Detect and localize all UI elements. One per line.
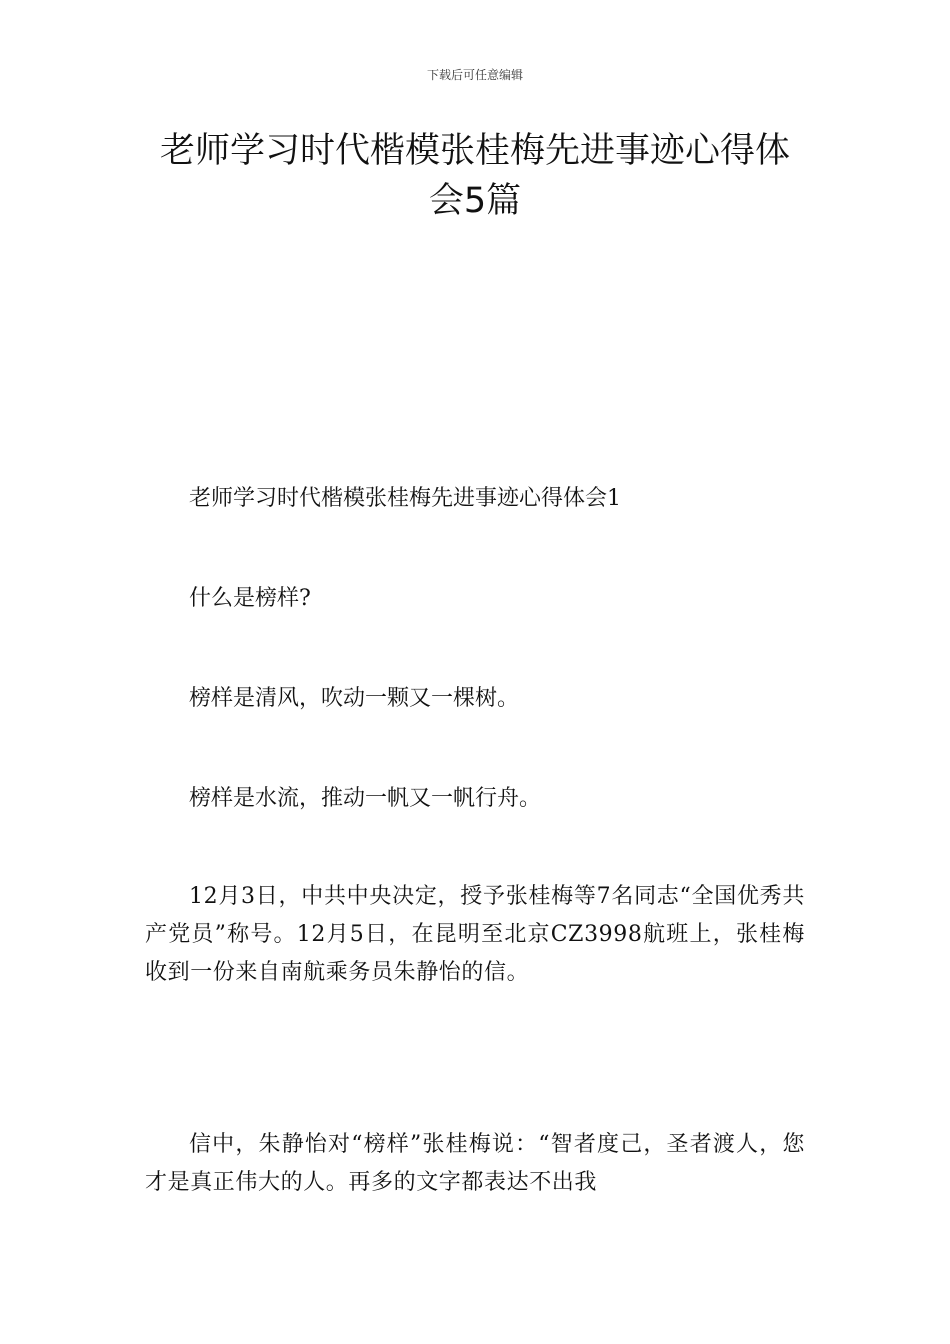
- document-title: 老师学习时代楷模张桂梅先进事迹心得体会5篇: [159, 131, 790, 221]
- paragraph-news: 12月3日，中共中央决定，授予张桂梅等7名同志“全国优秀共产党员”称号。12月5日，在昆明至北京CZ3998航班上，张桂梅收到一份来自南航乘务员朱静怡的信。: [145, 884, 805, 985]
- paragraph-question: 什么是榜样?: [189, 586, 311, 611]
- header-note: 下载后可任意编辑: [426, 68, 523, 82]
- paragraph-letter: 信中，朱静怡对“榜样”张桂梅说：“智者度己，圣者渡人，您才是真正伟大的人。再多的文字都表达不出我: [145, 1132, 805, 1195]
- paragraph-subtitle: 老师学习时代楷模张桂梅先进事迹心得体会1: [189, 486, 621, 511]
- paragraph-stream: 榜样是水流，推动一帆又一帆行舟。: [189, 786, 542, 811]
- paragraph-breeze: 榜样是清风，吹动一颗又一棵树。: [189, 686, 520, 711]
